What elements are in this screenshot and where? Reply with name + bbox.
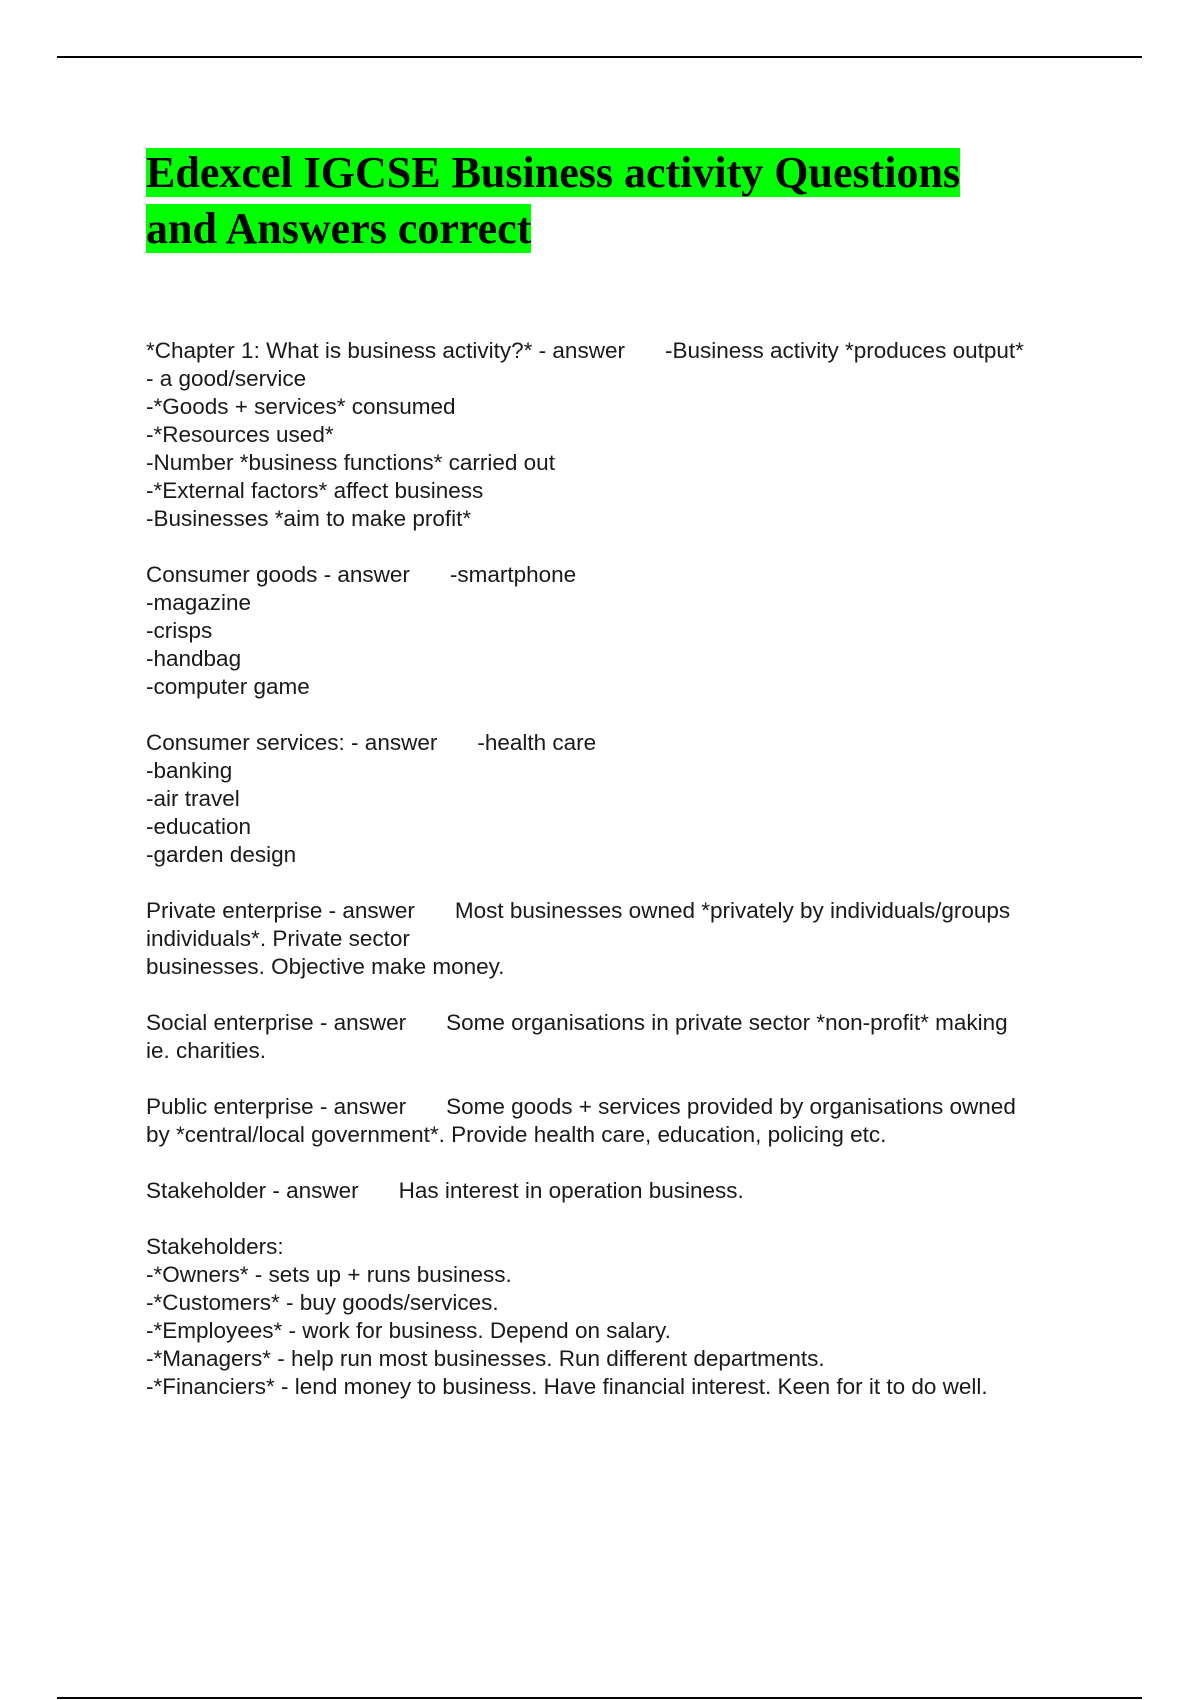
qa-answer-line: ie. charities. [146, 1038, 267, 1063]
qa-answer-line: -*Financiers* - lend money to business. Have financial interest. Keen for it to do well. [146, 1374, 988, 1399]
qa-answer-first: -smartphone [449, 562, 577, 587]
qa-answer-first: Some organisations in private sector *non-profit* making [446, 1010, 1008, 1035]
title-line-1: Edexcel IGCSE Business activity Questions [146, 148, 961, 197]
qa-answer-first: Some goods + services provided by organisations owned [446, 1094, 1016, 1119]
qa-answer-line: by *central/local government*. Provide health care, education, policing etc. [146, 1122, 887, 1147]
qa-answer-first: -health care [477, 730, 597, 755]
qa-term: Stakeholder - answer [146, 1178, 359, 1203]
qa-answer-line: businesses. Objective make money. [146, 954, 505, 979]
document-body [146, 145, 1096, 1429]
qa-answer-first: Most businesses owned *privately by individuals/groups [454, 898, 1011, 923]
title-line-2: and Answers correct [146, 204, 532, 253]
qa-term: Consumer goods - answer [146, 562, 410, 587]
qa-answer-line: -*Goods + services* consumed [146, 394, 456, 419]
qa-answer-first: -Business activity *produces output* [664, 338, 1024, 363]
qa-answer-line: -Businesses *aim to make profit* [146, 506, 472, 531]
qa-answer-line: -education [146, 814, 252, 839]
qa-entry [146, 1177, 1096, 1205]
qa-answer-line: -computer game [146, 674, 310, 699]
qa-answer-line: - a good/service [146, 366, 307, 391]
qa-answer-line: -crisps [146, 618, 213, 643]
qa-entry [146, 897, 1096, 981]
qa-answer-first: Has interest in operation business. [398, 1178, 744, 1203]
qa-answer-line: -*Owners* - sets up + runs business. [146, 1262, 512, 1287]
qa-entry [146, 1233, 1096, 1401]
qa-term: Social enterprise - answer [146, 1010, 407, 1035]
qa-term: Consumer services: - answer [146, 730, 438, 755]
qa-answer-line: -handbag [146, 646, 242, 671]
qa-answer-line: -magazine [146, 590, 252, 615]
qa-entry [146, 561, 1096, 701]
qa-answer-line: -banking [146, 758, 233, 783]
qa-answer-line: -*Resources used* [146, 422, 334, 447]
qa-answer-line: -*Managers* - help run most businesses. Run different departments. [146, 1346, 825, 1371]
qa-list [146, 337, 1096, 1401]
qa-term: *Chapter 1: What is business activity?* - answer [146, 338, 625, 363]
qa-entry [146, 337, 1096, 533]
qa-entry [146, 729, 1096, 869]
qa-term: Public enterprise - answer [146, 1094, 407, 1119]
qa-term: Stakeholders: [146, 1234, 284, 1259]
qa-answer-line: individuals*. Private sector [146, 926, 410, 951]
qa-answer-line: -air travel [146, 786, 240, 811]
bottom-rule [57, 1697, 1142, 1699]
qa-answer-line: -*External factors* affect business [146, 478, 484, 503]
qa-answer-line: -*Customers* - buy goods/services. [146, 1290, 499, 1315]
qa-answer-line: -garden design [146, 842, 297, 867]
document-title [146, 145, 1096, 257]
qa-term: Private enterprise - answer [146, 898, 415, 923]
qa-answer-line: -Number *business functions* carried out [146, 450, 555, 475]
qa-entry [146, 1009, 1096, 1065]
top-rule [57, 56, 1142, 58]
qa-answer-line: -*Employees* - work for business. Depend on salary. [146, 1318, 671, 1343]
qa-entry [146, 1093, 1096, 1149]
